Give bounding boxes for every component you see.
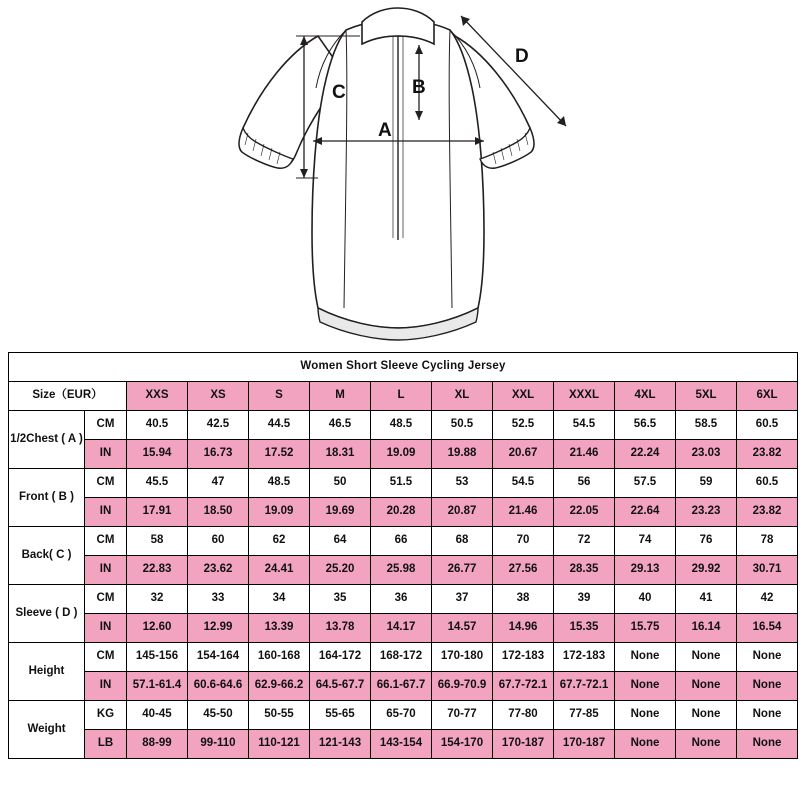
measurement-value: 64.5-67.7: [310, 672, 371, 701]
measurement-value: 24.41: [249, 556, 310, 585]
unit-label: IN: [85, 440, 127, 469]
table-row: [9, 614, 798, 643]
measurement-value: None: [676, 672, 737, 701]
unit-label: CM: [85, 469, 127, 498]
measurement-value: 72: [554, 527, 615, 556]
measurement-value: 20.67: [493, 440, 554, 469]
measurement-value: 14.17: [371, 614, 432, 643]
measurement-value: 20.28: [371, 498, 432, 527]
measurement-value: 60.5: [737, 469, 798, 498]
measurement-value: 59: [676, 469, 737, 498]
table-row: [9, 498, 798, 527]
measurement-value: 60.5: [737, 411, 798, 440]
measurement-value: None: [676, 701, 737, 730]
size-column-header: XXXL: [554, 382, 615, 411]
measurement-value: None: [615, 701, 676, 730]
unit-label: KG: [85, 701, 127, 730]
measurement-value: 17.52: [249, 440, 310, 469]
table-row: [9, 469, 798, 498]
measurement-value: 50-55: [249, 701, 310, 730]
measurement-value: 172-183: [493, 643, 554, 672]
size-chart-table: [8, 352, 798, 759]
table-row: [9, 643, 798, 672]
size-column-header: XS: [188, 382, 249, 411]
measurement-value: 39: [554, 585, 615, 614]
size-column-header: XXL: [493, 382, 554, 411]
measurement-value: 23.82: [737, 498, 798, 527]
table-row: [9, 585, 798, 614]
measurement-value: 40.5: [127, 411, 188, 440]
dim-label-c: C: [332, 82, 346, 103]
measurement-value: 53: [432, 469, 493, 498]
measurement-value: 58.5: [676, 411, 737, 440]
measurement-value: 110-121: [249, 730, 310, 759]
measurement-value: 23.23: [676, 498, 737, 527]
measurement-value: 12.99: [188, 614, 249, 643]
measurement-value: 45.5: [127, 469, 188, 498]
table-title-row: [9, 353, 798, 382]
measurement-value: 56.5: [615, 411, 676, 440]
table-row: [9, 672, 798, 701]
measurement-value: 16.14: [676, 614, 737, 643]
measurement-value: 22.83: [127, 556, 188, 585]
measurement-value: 16.54: [737, 614, 798, 643]
measurement-value: 45-50: [188, 701, 249, 730]
measurement-value: 26.77: [432, 556, 493, 585]
measurement-value: 66: [371, 527, 432, 556]
measurement-value: None: [737, 643, 798, 672]
measurement-value: None: [676, 730, 737, 759]
measurement-value: 50: [310, 469, 371, 498]
measurement-value: 36: [371, 585, 432, 614]
measurement-value: 19.09: [249, 498, 310, 527]
measurement-value: 55-65: [310, 701, 371, 730]
measurement-value: None: [615, 730, 676, 759]
measurement-value: 66.1-67.7: [371, 672, 432, 701]
measurement-value: 78: [737, 527, 798, 556]
measurement-value: None: [737, 672, 798, 701]
measurement-value: 28.35: [554, 556, 615, 585]
table-header-row: [9, 382, 798, 411]
measurement-value: 154-170: [432, 730, 493, 759]
measurement-value: 77-85: [554, 701, 615, 730]
measurement-value: None: [676, 643, 737, 672]
measurement-value: 19.69: [310, 498, 371, 527]
measurement-value: 170-187: [493, 730, 554, 759]
measurement-value: 29.92: [676, 556, 737, 585]
measurement-value: 42.5: [188, 411, 249, 440]
measurement-value: 32: [127, 585, 188, 614]
measurement-value: 121-143: [310, 730, 371, 759]
measurement-value: 88-99: [127, 730, 188, 759]
measurement-value: 48.5: [371, 411, 432, 440]
measurement-value: 20.87: [432, 498, 493, 527]
chart-title: Women Short Sleeve Cycling Jersey: [9, 353, 798, 382]
measurement-value: 99-110: [188, 730, 249, 759]
measurement-value: 34: [249, 585, 310, 614]
measurement-value: 23.62: [188, 556, 249, 585]
measurement-value: 17.91: [127, 498, 188, 527]
measurement-value: 37: [432, 585, 493, 614]
size-header-label: Size（EUR）: [9, 382, 127, 411]
measurement-value: None: [737, 730, 798, 759]
dim-label-b: B: [412, 77, 426, 98]
measurement-value: 62.9-66.2: [249, 672, 310, 701]
measurement-value: 66.9-70.9: [432, 672, 493, 701]
measurement-value: 154-164: [188, 643, 249, 672]
measurement-value: 46.5: [310, 411, 371, 440]
measurement-value: 74: [615, 527, 676, 556]
unit-label: IN: [85, 498, 127, 527]
measurement-value: 14.96: [493, 614, 554, 643]
measurement-label: Front ( B ): [9, 469, 85, 527]
measurement-value: 41: [676, 585, 737, 614]
size-column-header: 6XL: [737, 382, 798, 411]
measurement-value: 145-156: [127, 643, 188, 672]
measurement-value: 170-180: [432, 643, 493, 672]
table-row: [9, 730, 798, 759]
size-column-header: 4XL: [615, 382, 676, 411]
table-row: [9, 701, 798, 730]
measurement-value: 168-172: [371, 643, 432, 672]
unit-label: CM: [85, 411, 127, 440]
jersey-diagram: [0, 0, 801, 352]
measurement-value: 22.24: [615, 440, 676, 469]
measurement-value: 65-70: [371, 701, 432, 730]
measurement-value: 15.94: [127, 440, 188, 469]
measurement-value: 52.5: [493, 411, 554, 440]
measurement-value: 42: [737, 585, 798, 614]
dim-label-a: A: [378, 120, 392, 141]
measurement-value: 15.75: [615, 614, 676, 643]
measurement-value: 21.46: [554, 440, 615, 469]
measurement-value: 23.82: [737, 440, 798, 469]
measurement-value: 44.5: [249, 411, 310, 440]
measurement-value: 27.56: [493, 556, 554, 585]
unit-label: IN: [85, 614, 127, 643]
measurement-label: Back( C ): [9, 527, 85, 585]
measurement-value: 33: [188, 585, 249, 614]
measurement-value: 50.5: [432, 411, 493, 440]
table-row: [9, 527, 798, 556]
measurement-value: 54.5: [554, 411, 615, 440]
measurement-value: 13.39: [249, 614, 310, 643]
measurement-value: 40: [615, 585, 676, 614]
table-row: [9, 556, 798, 585]
size-column-header: 5XL: [676, 382, 737, 411]
measurement-value: 35: [310, 585, 371, 614]
size-column-header: S: [249, 382, 310, 411]
measurement-value: 30.71: [737, 556, 798, 585]
measurement-value: 57.1-61.4: [127, 672, 188, 701]
measurement-label: Height: [9, 643, 85, 701]
measurement-value: 62: [249, 527, 310, 556]
measurement-value: 70-77: [432, 701, 493, 730]
measurement-value: 23.03: [676, 440, 737, 469]
size-column-header: M: [310, 382, 371, 411]
measurement-value: 76: [676, 527, 737, 556]
measurement-value: 29.13: [615, 556, 676, 585]
measurement-value: 22.05: [554, 498, 615, 527]
measurement-value: 64: [310, 527, 371, 556]
measurement-value: None: [615, 643, 676, 672]
measurement-value: 58: [127, 527, 188, 556]
measurement-value: 12.60: [127, 614, 188, 643]
measurement-value: 40-45: [127, 701, 188, 730]
dim-label-d: D: [515, 46, 529, 67]
measurement-value: 15.35: [554, 614, 615, 643]
jersey-illustration: [0, 0, 801, 352]
unit-label: CM: [85, 527, 127, 556]
measurement-value: 67.7-72.1: [554, 672, 615, 701]
measurement-value: 18.31: [310, 440, 371, 469]
measurement-value: 21.46: [493, 498, 554, 527]
size-chart-table-wrapper: [8, 352, 793, 759]
measurement-value: None: [615, 672, 676, 701]
measurement-value: 67.7-72.1: [493, 672, 554, 701]
measurement-value: 60: [188, 527, 249, 556]
measurement-value: 60.6-64.6: [188, 672, 249, 701]
table-row: [9, 411, 798, 440]
measurement-value: 18.50: [188, 498, 249, 527]
measurement-value: 160-168: [249, 643, 310, 672]
measurement-value: 47: [188, 469, 249, 498]
measurement-label: Weight: [9, 701, 85, 759]
measurement-value: 56: [554, 469, 615, 498]
measurement-value: 19.09: [371, 440, 432, 469]
measurement-label: Sleeve ( D ): [9, 585, 85, 643]
measurement-value: 25.98: [371, 556, 432, 585]
size-column-header: XXS: [127, 382, 188, 411]
measurement-value: 38: [493, 585, 554, 614]
measurement-value: 57.5: [615, 469, 676, 498]
unit-label: IN: [85, 672, 127, 701]
measurement-value: 77-80: [493, 701, 554, 730]
measurement-value: 143-154: [371, 730, 432, 759]
unit-label: CM: [85, 643, 127, 672]
measurement-value: 51.5: [371, 469, 432, 498]
table-row: [9, 440, 798, 469]
measurement-label: 1/2Chest ( A ): [9, 411, 85, 469]
measurement-value: 170-187: [554, 730, 615, 759]
measurement-value: None: [737, 701, 798, 730]
measurement-value: 48.5: [249, 469, 310, 498]
measurement-value: 16.73: [188, 440, 249, 469]
measurement-value: 22.64: [615, 498, 676, 527]
measurement-value: 54.5: [493, 469, 554, 498]
measurement-value: 164-172: [310, 643, 371, 672]
measurement-value: 14.57: [432, 614, 493, 643]
measurement-value: 25.20: [310, 556, 371, 585]
measurement-value: 70: [493, 527, 554, 556]
measurement-value: 13.78: [310, 614, 371, 643]
unit-label: LB: [85, 730, 127, 759]
measurement-value: 68: [432, 527, 493, 556]
unit-label: CM: [85, 585, 127, 614]
measurement-value: 172-183: [554, 643, 615, 672]
size-column-header: L: [371, 382, 432, 411]
size-column-header: XL: [432, 382, 493, 411]
unit-label: IN: [85, 556, 127, 585]
measurement-value: 19.88: [432, 440, 493, 469]
